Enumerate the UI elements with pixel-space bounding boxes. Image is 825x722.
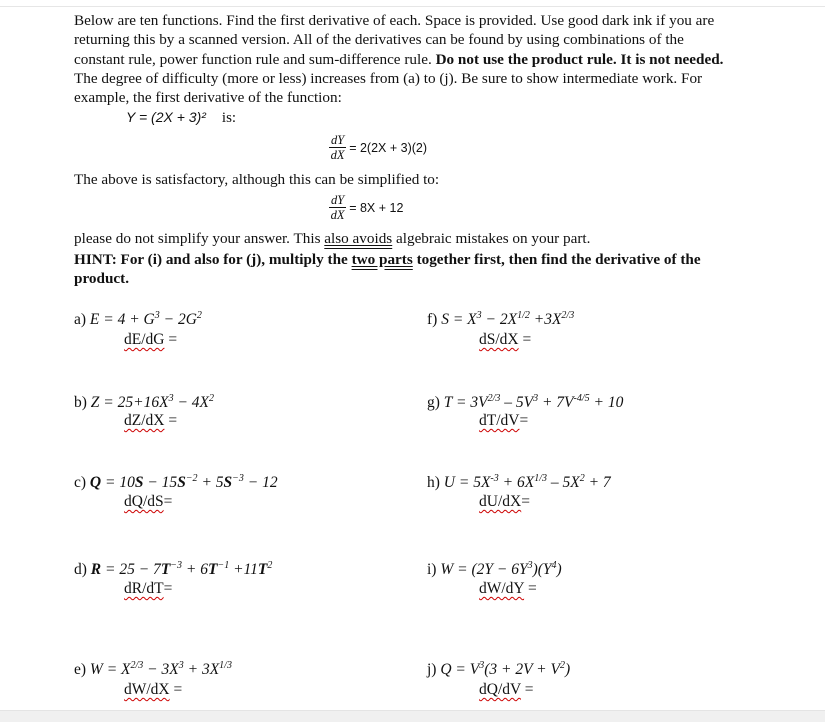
problem-label: g) bbox=[427, 394, 444, 412]
problem-label: a) bbox=[74, 311, 90, 329]
simplify-pre: please do not simplify your answer. This bbox=[74, 230, 325, 247]
problem-d bbox=[74, 560, 272, 579]
problem-expression: $S = X^3 - 2X^{1/2} +3X^{2/3}$ bbox=[441, 310, 575, 329]
problem-derivative-label: dT/dV= bbox=[479, 412, 529, 429]
top-rule bbox=[0, 6, 825, 7]
example-derivative-2 bbox=[329, 193, 403, 222]
problem-derivative-label: dW/dY = bbox=[479, 580, 537, 597]
problem-expression: $Z = 25+16X^3 - 4X^2$ bbox=[90, 393, 214, 412]
problem-expression: $Q = 10S - 15S^{-2} + 5S^{-3} - 12$ bbox=[89, 473, 278, 492]
problem-expression: $W = (2Y - 6Y^3)(Y^4)$ bbox=[440, 560, 562, 579]
problem-label: h) bbox=[427, 474, 444, 492]
problem-expression: $R = 25 - 7T^{-3} + 6T^{-1} +11T^2$ bbox=[90, 560, 273, 579]
example-derivative-1 bbox=[329, 133, 427, 162]
problem-g bbox=[427, 393, 623, 412]
problem-derivative-label: dZ/dX = bbox=[124, 412, 178, 429]
problem-c bbox=[74, 473, 278, 492]
hint-post: together first, then find the derivative of the product. bbox=[74, 251, 701, 287]
instructions-text-1: Below are ten functions. Find the first derivative of each. Space is provided. Use good dark ink if you are returning this by a scanned version. All of the derivatives can be found by using combinations of the constant rule, power function rule and sum-difference rule. bbox=[74, 12, 715, 68]
problem-a bbox=[74, 310, 202, 329]
deriv-rhs-1: = 2(2X + 3)(2) bbox=[349, 140, 428, 155]
bottom-bar bbox=[0, 710, 825, 722]
problem-derivative-label: dR/dT= bbox=[124, 580, 173, 597]
problem-b bbox=[74, 393, 214, 412]
deriv-denominator: dX bbox=[330, 148, 345, 162]
instructions-paragraph bbox=[74, 11, 734, 107]
problem-label: i) bbox=[427, 561, 441, 579]
problem-expression: $Q = V^3(3 + 2V + V^2)$ bbox=[440, 660, 571, 679]
problem-derivative-label: dE/dG = bbox=[124, 331, 178, 348]
problem-label: f) bbox=[427, 311, 442, 329]
problem-j bbox=[427, 660, 570, 679]
hint-pre: HINT: For (i) and also for (j), multiply the bbox=[74, 251, 352, 268]
problem-derivative-label: dU/dX= bbox=[479, 493, 530, 510]
satisfactory-text: The above is satisfactory, although this can be simplified to: bbox=[74, 171, 440, 188]
problem-derivative-label: dW/dX = bbox=[124, 681, 183, 698]
hint-note bbox=[74, 250, 739, 288]
example-function-expr: Y = (2X + 3)² bbox=[126, 109, 206, 125]
simplify-underlined: also avoids bbox=[324, 230, 393, 247]
problem-expression: $T = 3V^{2/3} - 5V^3 + 7V^{-4/5} + 10$ bbox=[443, 393, 624, 412]
problem-label: b) bbox=[74, 394, 91, 412]
deriv-numerator-2: dY bbox=[331, 193, 345, 207]
problem-derivative-label: dQ/dS= bbox=[124, 493, 173, 510]
example-is-label: is: bbox=[221, 110, 237, 126]
hint-underlined: two parts bbox=[351, 251, 413, 268]
problem-label: c) bbox=[74, 474, 90, 492]
problem-label: j) bbox=[427, 661, 441, 679]
problem-i bbox=[427, 560, 562, 579]
simplify-post: algebraic mistakes on your part. bbox=[392, 230, 591, 247]
simplify-note bbox=[74, 230, 590, 248]
problem-label: e) bbox=[74, 661, 90, 679]
problem-expression: $U = 5X^{-3} + 6X^{1/3} - 5X^2 + 7$ bbox=[443, 473, 611, 492]
deriv-numerator: dY bbox=[331, 133, 345, 147]
deriv-rhs-2: = 8X + 12 bbox=[349, 200, 404, 215]
problem-f bbox=[427, 310, 574, 329]
deriv-denominator-2: dX bbox=[330, 208, 345, 222]
problem-expression: $E = 4 + G^3 - 2G^2$ bbox=[89, 310, 202, 329]
problem-derivative-label: dS/dX = bbox=[479, 331, 532, 348]
problem-h bbox=[427, 473, 611, 492]
example-function bbox=[126, 109, 236, 127]
problem-expression: $W = X^{2/3} - 3X^3 + 3X^{1/3}$ bbox=[89, 660, 232, 679]
instructions-bold: Do not use the product rule. It is not needed. bbox=[435, 50, 724, 68]
instructions-text-2: The degree of difficulty (more or less) increases from (a) to (j). Be sure to show intermediate work. For example, the first derivative of the function: bbox=[74, 69, 703, 107]
problem-e bbox=[74, 660, 232, 679]
problem-derivative-label: dQ/dV = bbox=[479, 681, 534, 698]
problem-label: d) bbox=[74, 561, 91, 579]
